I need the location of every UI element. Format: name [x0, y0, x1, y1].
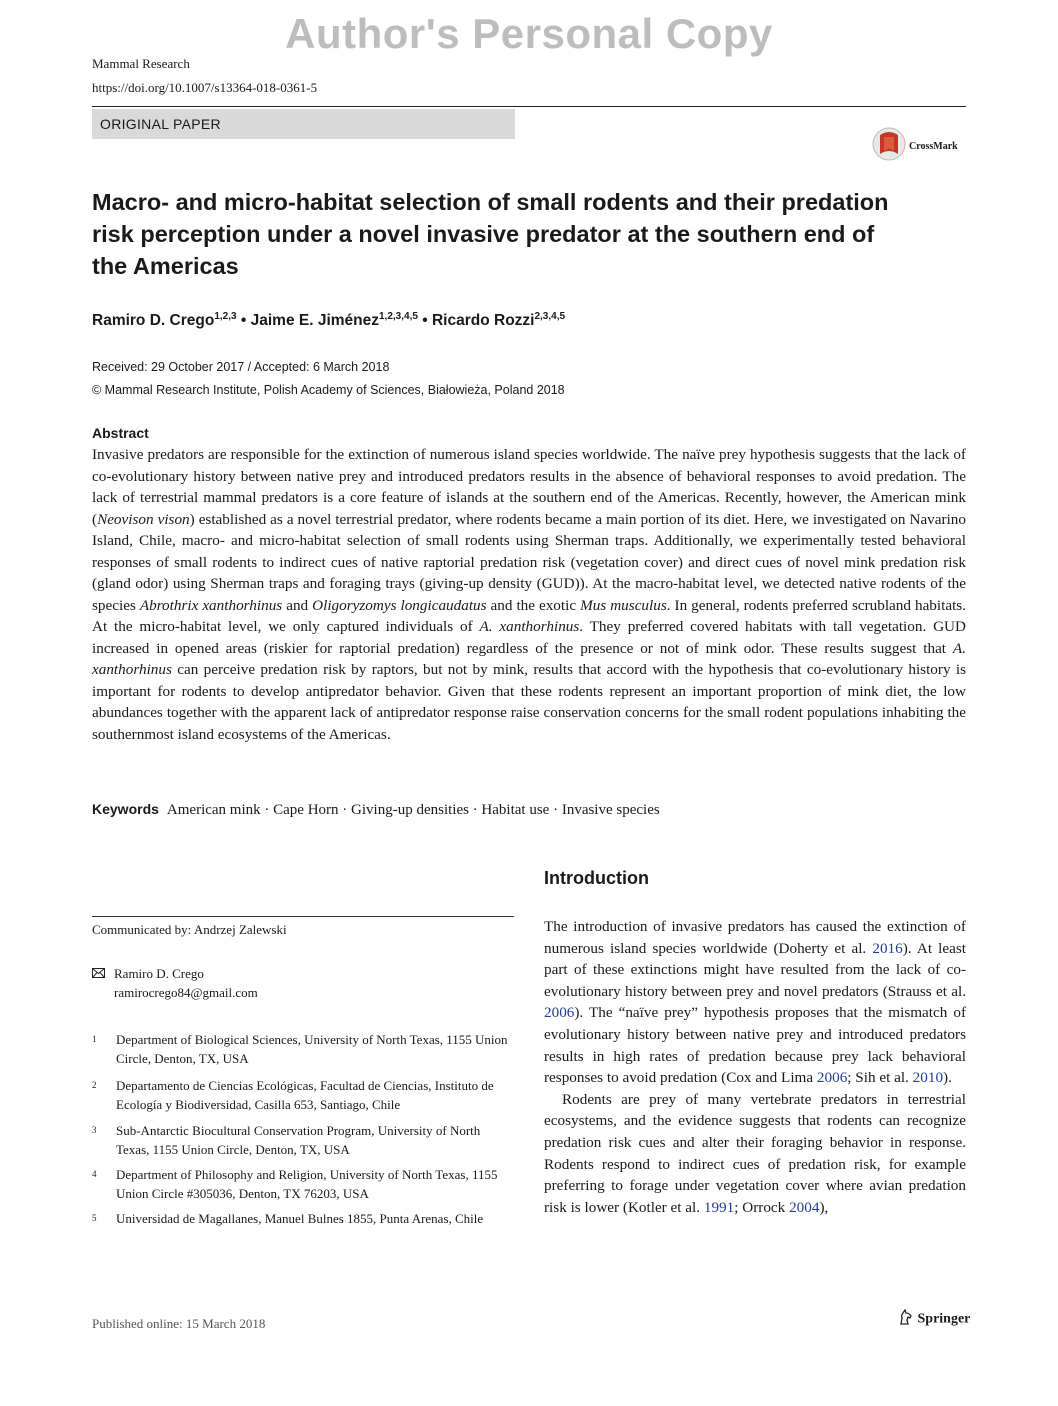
citation-link[interactable]: 2010 — [912, 1069, 944, 1087]
published-online-date: Published online: 15 March 2018 — [92, 1316, 266, 1331]
affiliation-text: Universidad de Magallanes, Manuel Bulnes 1855, Punta Arenas, Chile — [116, 1211, 484, 1226]
publisher-logo — [898, 1309, 970, 1330]
species-name: A. xanthorhinus — [479, 618, 580, 635]
affiliation-number: 5 — [92, 1213, 97, 1223]
citation-link[interactable]: 2004 — [789, 1198, 820, 1216]
article-title: Macro- and micro-habitat selection of small rodents and their predation risk perception under a novel invasive predator at the southern end of the Americas — [92, 189, 889, 279]
affiliation-number: 1 — [92, 1034, 97, 1044]
footnote-rule — [92, 916, 514, 917]
species-name: Abrothrix xanthorhinus — [139, 596, 283, 614]
species-name: Neovison vison — [97, 510, 190, 528]
header-rule — [92, 106, 966, 107]
abstract-body: Invasive predators are responsible for the extinction of numerous island species worldwide. The naïve prey hypothesis suggests that the lack of co-evolutionary history between native prey and introduced predators results in the absence of behavioral responses to avoid predation. The lack of terrestrial mammal predators is a core feature of islands at the southern end of the Americas. Recently, however, the American mink (Neovison vison) established as a novel terrestrial predator, where rodents became a main portion of its diet. Here, we investigated on Navarino Island, Chile, macro- and micro-habitat selection of small rodents using Sherman traps. Additionally, we experimentally tested behavioral responses of small rodents to indirect cues of native raptorial predation risk (vegetation cover) and direct cues of novel mink predation risk (gland odor) using Sherman traps and foraging trays (giving-up density (GUD)). At the macro-habitat level, we detected native rodents of the species Abrothrix xanthorhinus and Oligoryzomys longicaudatus and the exotic Mus musculus. In general, rodents preferred scrubland habitats. At the micro-habitat level, we only captured individuals of A. xanthorhinus. They preferred covered habitats with tall vegetation. GUD increased in opened areas (riskier for raptorial predation) regardless of the presence or not of mink odor. These results suggest that A. xanthorhinus can perceive predation risk by raptors, but not by mink, results that accord with the hypothesis that co-evolutionary history is important for rodents to develop antipredator behavior. Given that these rodents represent an important proportion of mink diet, the low abundances together with the apparent lack of antipredator response raise conservation concerns for the small rodent populations inhabiting the southernmost island ecosystems of the Americas. — [92, 446, 967, 743]
paragraph: The introduction of invasive predators has caused the extinction of numerous island species worldwide (Doherty et al. 2016). At least part of these extinctions might have resulted from the lack of co-evolutionary history between prey and novel predators (Strauss et al. 2006). The “naïve prey” hypothesis proposes that the mismatch of evolutionary history between native prey and introduced predators results in high rates of predation because prey lack behavioral responses to avoid predation (Cox and Lima 2006; Sih et al. 2010). — [544, 918, 966, 1087]
crossmark-label[interactable]: CrossMark — [909, 141, 958, 152]
copyright-line: © Mammal Research Institute, Polish Academy of Sciences, Białowieża, Poland 2018 — [92, 383, 565, 397]
affiliation-text: Department of Biological Sciences, University of North Texas, 1155 Union Circle, Denton, TX, USA — [116, 1032, 508, 1066]
affiliation-text: Departamento de Ciencias Ecológicas, Facultad de Ciencias, Instituto de Ecología y Biodiversidad, Casilla 653, Santiago, Chile — [116, 1078, 494, 1112]
watermark: Author's Personal Copy — [285, 10, 773, 57]
citation-link[interactable]: 2006 — [544, 1004, 575, 1022]
doi-link[interactable]: https://doi.org/10.1007/s13364-018-0361-5 — [92, 80, 318, 95]
citation-link[interactable]: 2016 — [872, 939, 903, 957]
journal-name: Mammal Research — [92, 56, 190, 71]
corresponding-author-name: Ramiro D. Crego — [114, 966, 204, 981]
keywords — [92, 801, 660, 819]
affiliation-1 — [92, 1030, 514, 1068]
received-dates: Received: 29 October 2017 / Accepted: 6 March 2018 — [92, 360, 390, 374]
species-name: Oligoryzomys longicaudatus — [312, 596, 487, 614]
affiliation-2 — [92, 1076, 514, 1114]
affiliation-text: Department of Philosophy and Religion, University of North Texas, 1155 Union Circle #305036, Denton, TX 76203, USA — [116, 1167, 498, 1201]
affiliation-3 — [92, 1121, 514, 1159]
citation-link[interactable]: 1991 — [703, 1198, 735, 1216]
keywords-list: American mink · Cape Horn · Giving-up densities · Habitat use · Invasive species — [166, 802, 660, 818]
author-name[interactable]: Ricardo Rozzi — [431, 312, 535, 330]
affiliation-number: 2 — [92, 1080, 97, 1090]
species-name: A. xanthorhinus — [92, 639, 966, 678]
author-affiliation-marker: 1,2,3 — [214, 311, 237, 322]
corresponding-author — [92, 964, 258, 1002]
introduction-body — [544, 916, 966, 1218]
introduction-heading: Introduction — [544, 868, 649, 888]
affiliation-4 — [92, 1165, 514, 1203]
abstract-heading: Abstract — [92, 425, 149, 441]
article-type-banner: ORIGINAL PAPER — [92, 109, 515, 139]
author-name[interactable]: Jaime E. Jiménez — [250, 312, 379, 330]
author-affiliation-marker: 1,2,3,4,5 — [379, 311, 418, 322]
publisher-name: Springer — [917, 1311, 971, 1327]
envelope-icon — [92, 964, 114, 983]
keywords-label: Keywords — [92, 801, 159, 817]
affiliation-number: 4 — [92, 1169, 97, 1179]
author-separator: • — [240, 312, 247, 330]
affiliation-text: Sub-Antarctic Biocultural Conservation Program, University of North Texas, 1155 Union Circle, Denton, TX, USA — [116, 1123, 481, 1157]
author-separator: • — [422, 312, 428, 330]
citation-link[interactable]: 2006 — [816, 1069, 848, 1087]
author-affiliation-marker: 2,3,4,5 — [534, 311, 566, 322]
species-name: Mus musculus — [580, 596, 667, 614]
author-list — [92, 311, 565, 330]
communicated-by: Communicated by: Andrzej Zalewski — [92, 922, 287, 937]
affiliation-number: 3 — [92, 1125, 97, 1135]
crossmark-icon[interactable] — [872, 127, 906, 161]
author-name[interactable]: Ramiro D. Crego — [92, 312, 215, 330]
springer-horse-icon — [898, 1309, 914, 1330]
paragraph: Rodents are prey of many vertebrate predators in terrestrial ecosystems, and the evidence suggests that rodents can recognize predation risk cues and alter their foraging behavior in response. Rodents respond to indirect cues of predation risk, for example preferring to forage under vegetation cover where avian predation risk is lower (Kotler et al. 1991; Orrock 2004), — [544, 1090, 966, 1216]
affiliation-5 — [92, 1209, 514, 1228]
corresponding-email[interactable]: ramirocrego84@gmail.com — [114, 985, 258, 1000]
